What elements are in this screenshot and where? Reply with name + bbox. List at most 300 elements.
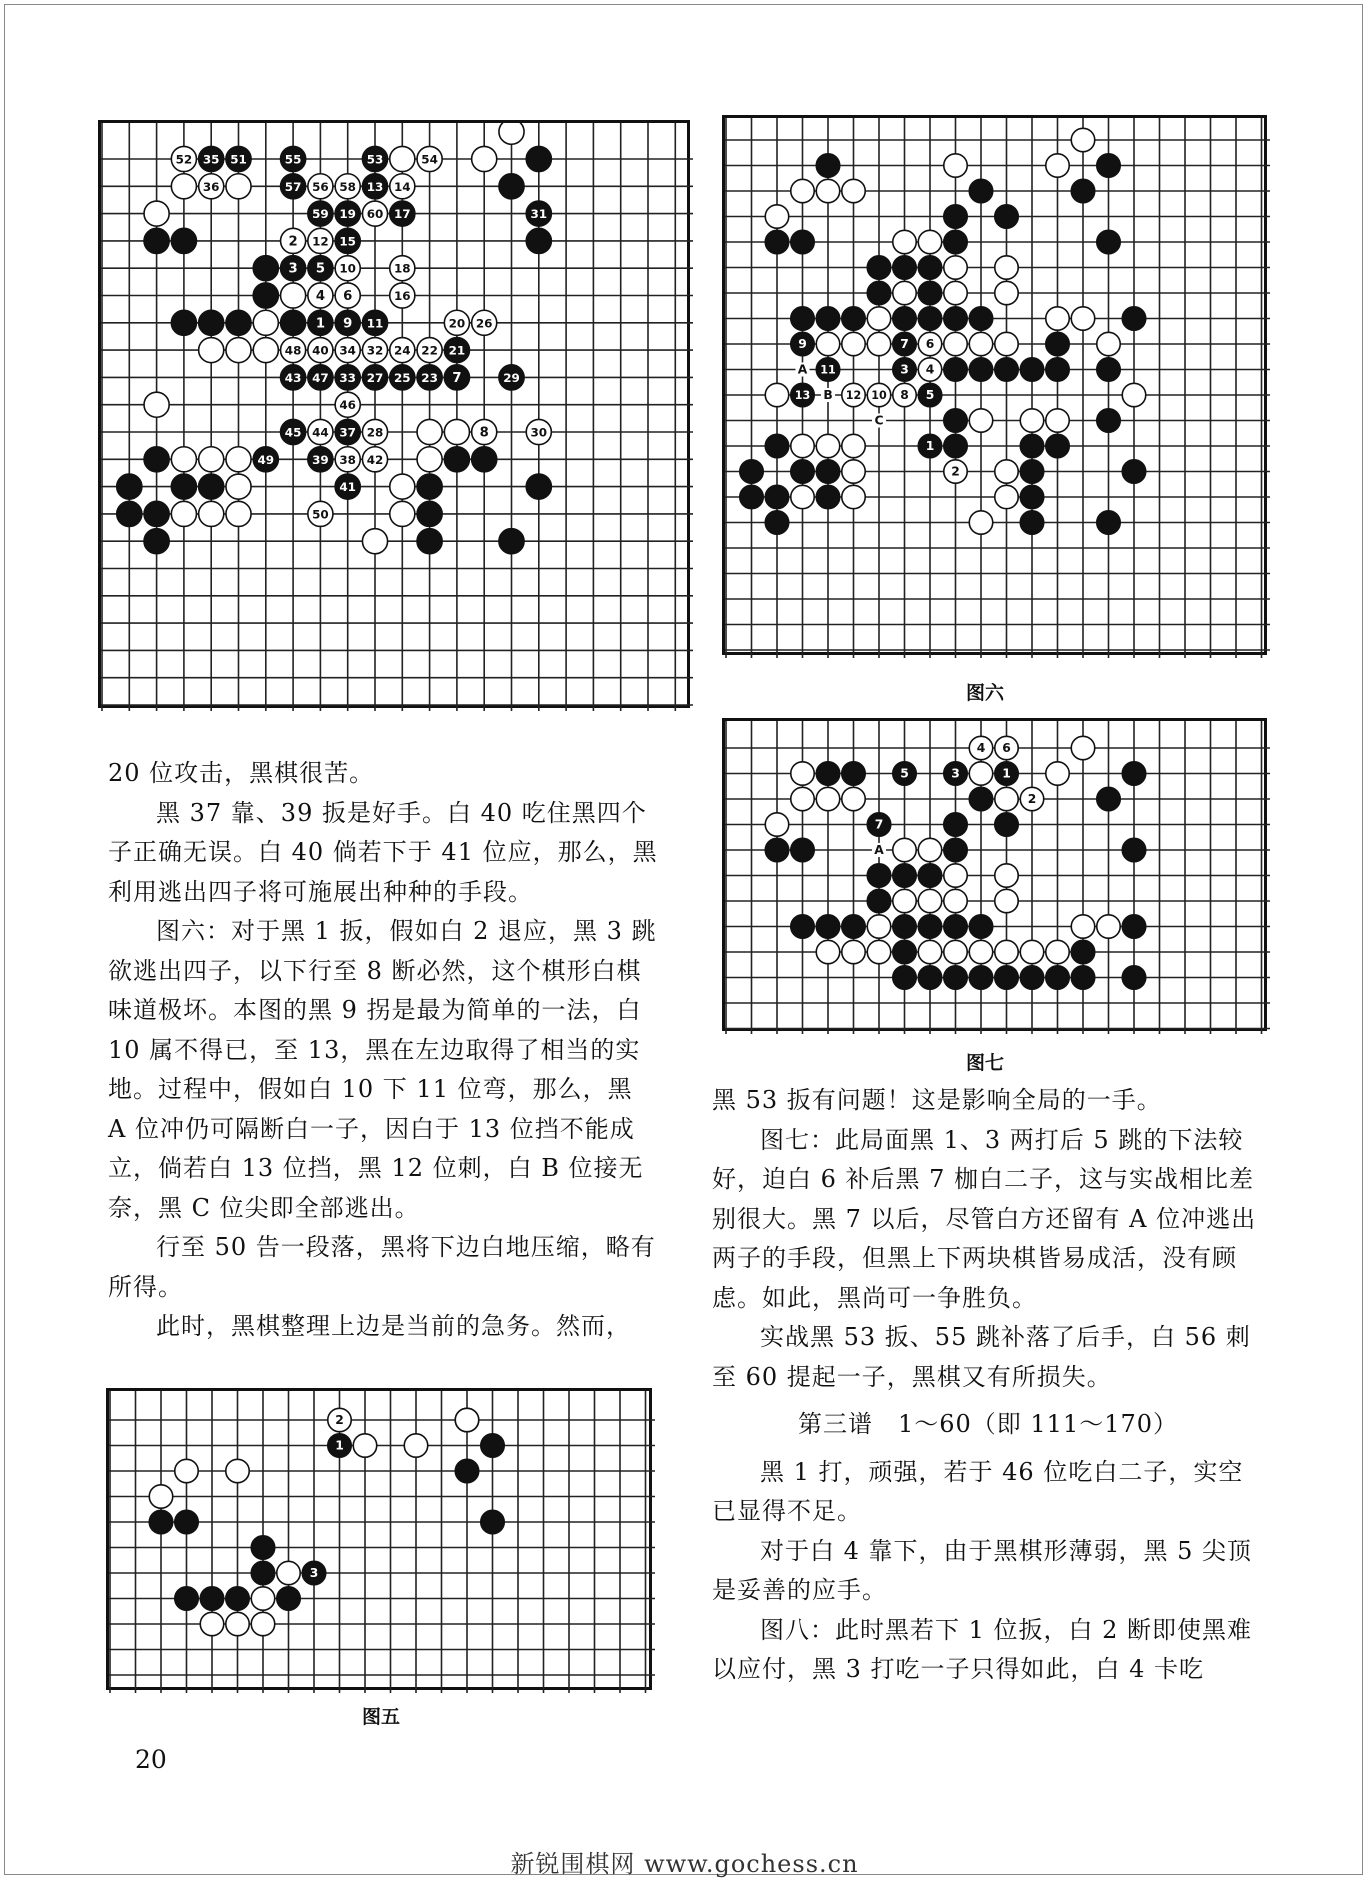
white-stone xyxy=(893,281,916,304)
white-stone xyxy=(842,179,865,202)
white-stone xyxy=(281,338,306,363)
white-stone xyxy=(765,813,788,836)
move-number: 57 xyxy=(284,179,302,194)
white-stone xyxy=(842,787,865,810)
white-stone xyxy=(1020,940,1043,963)
main-go-board xyxy=(98,120,690,708)
move-number: 3 xyxy=(951,766,960,781)
black-stone xyxy=(499,174,524,199)
white-stone xyxy=(969,736,992,759)
black-stone xyxy=(199,310,224,335)
black-stone xyxy=(281,174,306,199)
black-stone xyxy=(816,460,839,483)
black-stone xyxy=(175,1510,198,1533)
move-number: 7 xyxy=(900,337,909,352)
black-stone xyxy=(117,474,142,499)
white-stone xyxy=(816,332,839,355)
black-stone xyxy=(526,201,551,226)
black-stone xyxy=(226,1587,249,1610)
black-stone xyxy=(1020,485,1043,508)
black-stone xyxy=(1097,230,1120,253)
black-stone xyxy=(740,460,763,483)
black-stone xyxy=(308,365,333,390)
move-number: 23 xyxy=(421,370,438,385)
white-stone xyxy=(199,447,224,472)
white-stone xyxy=(251,1587,274,1610)
black-stone xyxy=(251,1536,274,1559)
figure-7-caption: 图七 xyxy=(965,1052,1004,1074)
black-stone xyxy=(893,358,916,381)
black-stone xyxy=(791,915,814,938)
move-number: 21 xyxy=(448,343,466,358)
move-number: 48 xyxy=(284,343,302,358)
white-stone xyxy=(765,205,788,228)
white-stone xyxy=(390,174,415,199)
move-number: 20 xyxy=(448,316,466,331)
white-stone xyxy=(1071,915,1094,938)
move-number: 11 xyxy=(366,316,384,331)
white-stone xyxy=(335,283,360,308)
black-stone xyxy=(816,358,839,381)
move-number: 28 xyxy=(366,425,384,440)
figure-5-board xyxy=(106,1388,652,1690)
white-stone xyxy=(281,228,306,253)
move-number: 49 xyxy=(257,452,275,467)
move-number: 38 xyxy=(339,452,356,467)
left-text-column xyxy=(108,754,658,1347)
black-stone xyxy=(867,281,890,304)
white-stone xyxy=(816,940,839,963)
white-stone xyxy=(918,332,941,355)
white-stone xyxy=(1071,307,1094,330)
black-stone xyxy=(791,332,814,355)
black-stone xyxy=(1020,460,1043,483)
black-stone xyxy=(1097,154,1120,177)
black-stone xyxy=(499,365,524,390)
black-stone xyxy=(791,838,814,861)
white-stone xyxy=(362,419,387,444)
black-stone xyxy=(144,447,169,472)
white-stone xyxy=(995,940,1018,963)
white-stone xyxy=(816,434,839,457)
black-stone xyxy=(944,813,967,836)
white-stone xyxy=(444,310,469,335)
white-stone xyxy=(893,889,916,912)
black-stone xyxy=(1122,915,1145,938)
white-stone xyxy=(171,447,196,472)
white-stone xyxy=(335,338,360,363)
white-stone xyxy=(791,762,814,785)
white-stone xyxy=(995,332,1018,355)
black-stone xyxy=(281,146,306,171)
move-number: 6 xyxy=(343,289,353,305)
black-stone xyxy=(969,787,992,810)
white-stone xyxy=(362,447,387,472)
black-stone xyxy=(867,864,890,887)
black-stone xyxy=(893,940,916,963)
paragraph: 图八：此时黑若下 1 位扳，白 2 断即使黑难以应付，黑 3 打吃一子只得如此，白 4 卡吃 xyxy=(712,1615,1253,1683)
white-stone xyxy=(390,474,415,499)
white-stone xyxy=(171,146,196,171)
white-stone xyxy=(362,338,387,363)
move-number: 47 xyxy=(312,370,329,385)
black-stone xyxy=(842,762,865,785)
move-number: 7 xyxy=(452,370,462,386)
black-stone xyxy=(1097,358,1120,381)
black-stone xyxy=(253,447,278,472)
black-stone xyxy=(944,205,967,228)
white-stone xyxy=(867,940,890,963)
move-number: 55 xyxy=(284,152,302,167)
move-number: 41 xyxy=(339,480,356,495)
white-stone xyxy=(335,256,360,281)
white-stone xyxy=(390,501,415,526)
black-stone xyxy=(867,889,890,912)
white-stone xyxy=(944,256,967,279)
move-number: 1 xyxy=(315,316,325,332)
black-stone xyxy=(765,485,788,508)
black-stone xyxy=(199,474,224,499)
white-stone xyxy=(417,146,442,171)
black-stone xyxy=(1071,940,1094,963)
black-stone xyxy=(969,358,992,381)
move-number: 54 xyxy=(421,152,438,167)
point-label xyxy=(795,362,809,376)
black-stone xyxy=(765,434,788,457)
black-stone xyxy=(117,501,142,526)
white-stone xyxy=(816,179,839,202)
move-number: 58 xyxy=(339,179,356,194)
white-stone xyxy=(472,146,497,171)
paragraph: 黑 53 扳有问题！这是影响全局的一手。 xyxy=(712,1086,1162,1114)
black-stone xyxy=(791,383,814,406)
black-stone xyxy=(335,228,360,253)
white-stone xyxy=(1046,409,1069,432)
black-stone xyxy=(499,529,524,554)
black-stone xyxy=(200,1587,223,1610)
black-stone xyxy=(1020,434,1043,457)
move-number: 11 xyxy=(820,363,836,377)
black-stone xyxy=(149,1510,172,1533)
move-number: 4 xyxy=(925,362,935,377)
white-stone xyxy=(526,419,551,444)
move-number: 44 xyxy=(312,425,329,440)
white-stone xyxy=(944,281,967,304)
white-stone xyxy=(918,358,941,381)
black-stone xyxy=(1122,307,1145,330)
black-stone xyxy=(390,201,415,226)
black-stone xyxy=(253,256,278,281)
white-stone xyxy=(969,940,992,963)
white-stone xyxy=(472,310,497,335)
black-stone xyxy=(893,966,916,989)
black-stone xyxy=(1097,511,1120,534)
paragraph: 20 位攻击，黑棋很苦。 xyxy=(108,759,375,787)
black-stone xyxy=(918,915,941,938)
black-stone xyxy=(918,281,941,304)
white-stone xyxy=(867,307,890,330)
black-stone xyxy=(918,256,941,279)
move-number: 36 xyxy=(202,179,220,194)
move-number: 13 xyxy=(794,389,811,403)
white-stone xyxy=(842,485,865,508)
white-stone xyxy=(918,230,941,253)
move-number: 10 xyxy=(339,261,356,276)
black-stone xyxy=(335,419,360,444)
move-number: 1 xyxy=(335,1438,344,1453)
black-stone xyxy=(144,501,169,526)
white-stone xyxy=(308,501,333,526)
move-number: 43 xyxy=(284,370,302,385)
move-number: 37 xyxy=(339,425,356,440)
move-number: 16 xyxy=(394,289,411,304)
white-stone xyxy=(995,736,1018,759)
white-stone xyxy=(1046,762,1069,785)
page-number: 20 xyxy=(135,1745,167,1774)
black-stone xyxy=(791,230,814,253)
white-stone xyxy=(1020,409,1043,432)
white-stone xyxy=(417,338,442,363)
white-stone xyxy=(842,460,865,483)
move-number: 19 xyxy=(339,207,356,222)
move-number: 8 xyxy=(479,425,489,441)
white-stone xyxy=(765,383,788,406)
move-number: B xyxy=(823,388,833,403)
move-number: 1 xyxy=(1002,766,1011,781)
section-heading: 第三谱 1～60（即 111～170） xyxy=(797,1410,1179,1438)
white-stone xyxy=(944,889,967,912)
figure-5-svg xyxy=(109,1391,655,1693)
black-stone xyxy=(969,915,992,938)
black-stone xyxy=(226,146,251,171)
black-stone xyxy=(918,864,941,887)
black-stone xyxy=(251,1561,274,1584)
move-number: 10 xyxy=(871,389,887,403)
move-number: 2 xyxy=(951,464,960,479)
black-stone xyxy=(335,474,360,499)
black-stone xyxy=(944,966,967,989)
white-stone xyxy=(199,338,224,363)
black-stone xyxy=(918,307,941,330)
white-stone xyxy=(1097,332,1120,355)
black-stone xyxy=(526,228,551,253)
white-stone xyxy=(353,1434,376,1457)
move-number: 1 xyxy=(925,439,935,454)
black-stone xyxy=(944,915,967,938)
white-stone xyxy=(995,787,1018,810)
move-number: 3 xyxy=(288,261,298,277)
white-stone xyxy=(308,419,333,444)
black-stone xyxy=(281,310,306,335)
black-stone xyxy=(816,915,839,938)
white-stone xyxy=(199,501,224,526)
white-stone xyxy=(175,1459,198,1482)
black-stone xyxy=(455,1459,478,1482)
white-stone xyxy=(404,1434,427,1457)
black-stone xyxy=(867,813,890,836)
move-number: 8 xyxy=(900,388,909,403)
black-stone xyxy=(175,1587,198,1610)
black-stone xyxy=(362,174,387,199)
black-stone xyxy=(995,205,1018,228)
black-stone xyxy=(1097,409,1120,432)
white-stone xyxy=(867,332,890,355)
black-stone xyxy=(444,338,469,363)
black-stone xyxy=(1071,179,1094,202)
black-stone xyxy=(417,365,442,390)
move-number: 22 xyxy=(421,343,438,358)
black-stone xyxy=(816,485,839,508)
black-stone xyxy=(526,146,551,171)
black-stone xyxy=(481,1510,504,1533)
black-stone xyxy=(893,762,916,785)
white-stone xyxy=(944,864,967,887)
white-stone xyxy=(995,485,1018,508)
white-stone xyxy=(918,940,941,963)
move-number: 2 xyxy=(1027,792,1037,807)
move-number: 24 xyxy=(394,343,411,358)
black-stone xyxy=(362,146,387,171)
move-number: 29 xyxy=(503,370,520,385)
paragraph: 黑 37 靠、39 扳是好手。白 40 吃住黑四个子正确无误。白 40 倘若下于 41 位应，那么，黑利用逃出四子将可施展出种种的手段。 xyxy=(108,798,658,906)
white-stone xyxy=(842,434,865,457)
white-stone xyxy=(444,419,469,444)
black-stone xyxy=(995,813,1018,836)
black-stone xyxy=(842,307,865,330)
white-stone xyxy=(969,762,992,785)
move-number: 32 xyxy=(366,343,384,358)
black-stone xyxy=(893,864,916,887)
move-number: 5 xyxy=(315,261,325,277)
white-stone xyxy=(226,174,251,199)
move-number: 40 xyxy=(312,343,329,358)
black-stone xyxy=(969,966,992,989)
white-stone xyxy=(455,1408,478,1431)
move-number: A xyxy=(874,843,884,858)
white-stone xyxy=(149,1485,172,1508)
black-stone xyxy=(171,310,196,335)
white-stone xyxy=(918,889,941,912)
move-number: 3 xyxy=(309,1566,319,1581)
white-stone xyxy=(893,838,916,861)
white-stone xyxy=(281,283,306,308)
paragraph: 对于白 4 靠下，由于黑棋形薄弱，黑 5 尖顶是妥善的应手。 xyxy=(712,1536,1253,1604)
white-stone xyxy=(791,787,814,810)
black-stone xyxy=(144,228,169,253)
white-stone xyxy=(1046,940,1069,963)
black-stone xyxy=(417,529,442,554)
black-stone xyxy=(969,179,992,202)
white-stone xyxy=(226,1612,249,1635)
main-board-svg xyxy=(101,123,693,711)
move-number: 12 xyxy=(312,234,329,249)
black-stone xyxy=(1122,838,1145,861)
white-stone xyxy=(308,283,333,308)
white-stone xyxy=(251,1612,274,1635)
white-stone xyxy=(995,281,1018,304)
white-stone xyxy=(171,174,196,199)
black-stone xyxy=(944,762,967,785)
white-stone xyxy=(226,447,251,472)
white-stone xyxy=(277,1561,300,1584)
black-stone xyxy=(893,915,916,938)
black-stone xyxy=(995,966,1018,989)
move-number: A xyxy=(797,362,808,377)
figure-6-caption: 图六 xyxy=(965,682,1004,704)
paragraph: 此时，黑棋整理上边是当前的急务。然而， xyxy=(156,1312,631,1340)
black-stone xyxy=(893,307,916,330)
white-stone xyxy=(995,256,1018,279)
black-stone xyxy=(417,474,442,499)
black-stone xyxy=(308,447,333,472)
white-stone xyxy=(893,383,916,406)
move-number: 39 xyxy=(312,452,329,467)
black-stone xyxy=(1097,787,1120,810)
move-number: 3 xyxy=(900,362,909,377)
white-stone xyxy=(362,529,387,554)
white-stone xyxy=(308,338,333,363)
black-stone xyxy=(1046,332,1069,355)
paragraph: 图七：此局面黑 1、3 两打后 5 跳的下法较好，迫白 6 补后黑 7 枷白二子，这与实战相比差别很大。黑 7 以后，尽管白方还留有 A 位冲逃出两子的手段，但黑上下两块棋皆易成活，没有顾虑。如此，黑尚可一争胜负。 xyxy=(712,1125,1257,1312)
white-stone xyxy=(390,256,415,281)
white-stone xyxy=(867,383,890,406)
point-label xyxy=(872,413,886,427)
black-stone xyxy=(1046,966,1069,989)
move-number: 56 xyxy=(312,179,329,194)
white-stone xyxy=(791,485,814,508)
black-stone xyxy=(1046,358,1069,381)
black-stone xyxy=(918,966,941,989)
move-number: 27 xyxy=(366,370,384,385)
black-stone xyxy=(308,310,333,335)
white-stone xyxy=(335,447,360,472)
point-label xyxy=(872,843,886,857)
figure-5-caption: 图五 xyxy=(361,1706,400,1728)
white-stone xyxy=(171,501,196,526)
white-stone xyxy=(918,838,941,861)
black-stone xyxy=(995,762,1018,785)
black-stone xyxy=(281,419,306,444)
black-stone xyxy=(816,154,839,177)
paragraph: 图六：对于黑 1 扳，假如白 2 退应，黑 3 跳欲逃出四子，以下行至 8 断必然，这个棋形白棋味道极坏。本图的黑 9 拐是最为简单的一法，白 10 属不得已，至 13，黑在左边取得了相当的实地。过程中，假如白 10 下 11 位弯，那么，黑 A 位冲仍可隔断白一子，因白于 13 位挡不能成立，倘若白 13 位挡，黑 12 位刺，白 B 位接无奈，黑 C 位尖即全部逃出。 xyxy=(108,917,657,1222)
white-stone xyxy=(944,332,967,355)
black-stone xyxy=(362,365,387,390)
black-stone xyxy=(816,762,839,785)
black-stone xyxy=(444,447,469,472)
move-number: 53 xyxy=(366,152,384,167)
white-stone xyxy=(335,392,360,417)
move-number: 15 xyxy=(339,234,356,249)
black-stone xyxy=(944,409,967,432)
white-stone xyxy=(335,174,360,199)
black-stone xyxy=(362,310,387,335)
white-stone xyxy=(791,179,814,202)
white-stone xyxy=(417,447,442,472)
white-stone xyxy=(499,123,524,144)
move-number: 17 xyxy=(394,207,411,222)
black-stone xyxy=(1020,511,1043,534)
black-stone xyxy=(1122,966,1145,989)
white-stone xyxy=(1020,787,1043,810)
move-number: 31 xyxy=(530,207,548,222)
white-stone xyxy=(995,460,1018,483)
white-stone xyxy=(144,201,169,226)
black-stone xyxy=(417,501,442,526)
white-stone xyxy=(1046,154,1069,177)
black-stone xyxy=(481,1434,504,1457)
move-number: 13 xyxy=(366,179,384,194)
footer-watermark: 新锐围棋网 www.gochess.cn xyxy=(510,1850,859,1878)
